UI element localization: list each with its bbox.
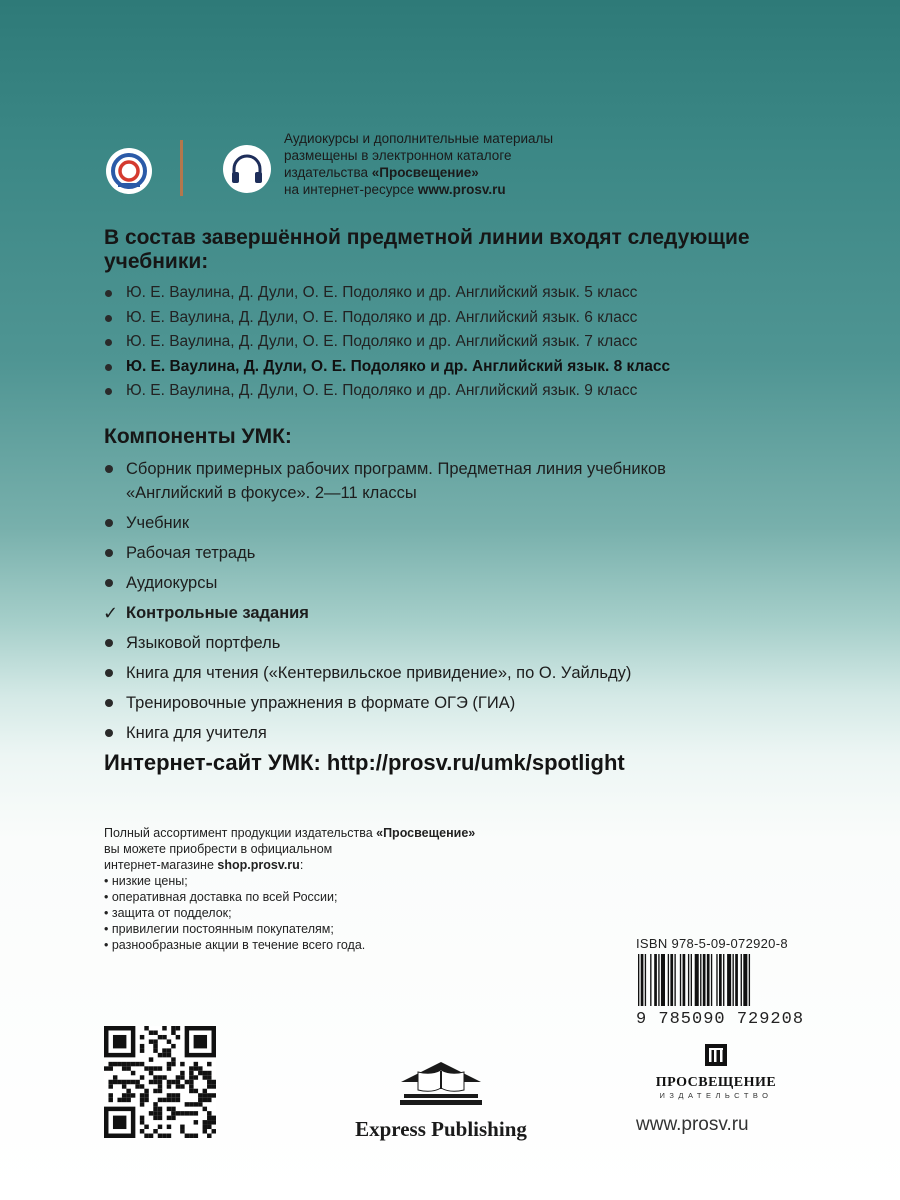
qr-module bbox=[212, 1129, 216, 1133]
qr-module bbox=[189, 1075, 193, 1079]
qr-module bbox=[171, 1080, 175, 1084]
qr-module bbox=[203, 1098, 207, 1102]
qr-module bbox=[153, 1089, 157, 1093]
qr-module bbox=[189, 1080, 193, 1084]
umk-list-item: Тренировочные упражнения в формате ОГЭ (ГИА) bbox=[104, 691, 804, 715]
qr-module bbox=[117, 1062, 121, 1066]
qr-module bbox=[144, 1066, 148, 1070]
qr-module bbox=[194, 1134, 198, 1138]
shop-benefit-item: • привилегии постоянным покупателям; bbox=[104, 921, 604, 937]
qr-module bbox=[140, 1044, 144, 1048]
qr-module bbox=[212, 1084, 216, 1088]
umk-heading: Компоненты УМК: bbox=[104, 425, 292, 448]
qr-module bbox=[171, 1044, 175, 1048]
qr-module bbox=[212, 1120, 216, 1124]
e-catalog-logo-icon bbox=[104, 146, 154, 196]
qr-module bbox=[189, 1066, 193, 1070]
qr-module bbox=[176, 1098, 180, 1102]
qr-module bbox=[185, 1134, 189, 1138]
qr-module bbox=[207, 1134, 211, 1138]
text-fragment: : bbox=[299, 858, 304, 872]
qr-module bbox=[212, 1080, 216, 1084]
book-list bbox=[104, 281, 804, 404]
barcode-bar bbox=[727, 954, 731, 1006]
qr-module bbox=[158, 1107, 162, 1111]
umk-list-item: Учебник bbox=[104, 511, 804, 535]
qr-module bbox=[185, 1080, 189, 1084]
barcode-bar bbox=[683, 954, 686, 1006]
item-line: «Английский в фокусе». 2—11 классы bbox=[126, 484, 417, 502]
qr-module bbox=[140, 1102, 144, 1106]
umk-list bbox=[104, 457, 804, 745]
shop-text-line bbox=[104, 857, 604, 873]
qr-module bbox=[207, 1098, 211, 1102]
qr-module bbox=[167, 1039, 171, 1043]
umk-list-item: Рабочая тетрадь bbox=[104, 541, 804, 565]
qr-module bbox=[140, 1075, 144, 1079]
isbn-block bbox=[636, 936, 812, 1029]
qr-module bbox=[153, 1044, 157, 1048]
qr-module bbox=[149, 1111, 153, 1115]
qr-module bbox=[149, 1039, 153, 1043]
heading-line: учебники: bbox=[104, 250, 209, 273]
qr-module bbox=[167, 1062, 171, 1066]
qr-code-image[interactable] bbox=[104, 1026, 216, 1138]
qr-finder-pattern bbox=[113, 1035, 126, 1048]
shop-link[interactable]: shop.prosv.ru bbox=[217, 858, 300, 872]
book-building-icon bbox=[396, 1060, 486, 1110]
qr-module bbox=[149, 1030, 153, 1034]
umk-components-section bbox=[104, 425, 804, 751]
barcode-image bbox=[636, 954, 812, 1006]
qr-module bbox=[203, 1093, 207, 1097]
isbn-digits: 9 785090 729208 bbox=[636, 1010, 805, 1029]
qr-module bbox=[158, 1075, 162, 1079]
barcode-bar bbox=[733, 954, 734, 1006]
qr-module bbox=[176, 1075, 180, 1079]
qr-module bbox=[149, 1057, 153, 1061]
qr-module bbox=[153, 1030, 157, 1034]
umk-list-item: Книга для учителя bbox=[104, 721, 804, 745]
qr-module bbox=[113, 1075, 117, 1079]
qr-module bbox=[108, 1098, 112, 1102]
qr-module bbox=[135, 1062, 139, 1066]
book-list-item: Ю. Е. Ваулина, Д. Дули, О. Е. Подоляко и др. Английский язык. 5 класс bbox=[104, 281, 804, 306]
qr-module bbox=[203, 1120, 207, 1124]
qr-module bbox=[176, 1035, 180, 1039]
qr-module bbox=[171, 1057, 175, 1061]
shop-benefit-item: • оперативная доставка по всей России; bbox=[104, 889, 604, 905]
qr-module bbox=[158, 1035, 162, 1039]
qr-module bbox=[180, 1071, 184, 1075]
qr-module bbox=[126, 1093, 130, 1097]
site-link[interactable]: www.prosv.ru bbox=[417, 182, 506, 197]
qr-module bbox=[189, 1111, 193, 1115]
qr-module bbox=[171, 1026, 175, 1030]
qr-module bbox=[149, 1080, 153, 1084]
qr-module bbox=[108, 1084, 112, 1088]
qr-module bbox=[203, 1125, 207, 1129]
qr-module bbox=[212, 1093, 216, 1097]
text-fragment: на интернет-ресурсе bbox=[284, 182, 418, 197]
shop-benefits-list bbox=[104, 873, 604, 953]
barcode-bar bbox=[661, 954, 665, 1006]
qr-module bbox=[167, 1084, 171, 1088]
qr-module bbox=[122, 1062, 126, 1066]
qr-module bbox=[162, 1026, 166, 1030]
qr-module bbox=[176, 1080, 180, 1084]
audio-materials-text bbox=[284, 130, 553, 198]
umk-list-item: Книга для чтения («Кентервильское привидение», по О. Уайльду) bbox=[104, 661, 804, 685]
barcode-bar bbox=[638, 954, 639, 1006]
qr-module bbox=[171, 1062, 175, 1066]
qr-module bbox=[194, 1066, 198, 1070]
qr-module bbox=[180, 1129, 184, 1133]
qr-module bbox=[176, 1026, 180, 1030]
qr-module bbox=[140, 1062, 144, 1066]
qr-module bbox=[158, 1084, 162, 1088]
barcode-bar bbox=[723, 954, 724, 1006]
book-list-item-current: Ю. Е. Ваулина, Д. Дули, О. Е. Подоляко и др. Английский язык. 8 класс bbox=[104, 355, 804, 380]
qr-module bbox=[162, 1048, 166, 1052]
qr-module bbox=[189, 1134, 193, 1138]
audio-text-line: размещены в электронном каталоге bbox=[284, 148, 512, 163]
qr-module bbox=[207, 1071, 211, 1075]
heading-line: В состав завершённой предметной линии входят следующие bbox=[104, 226, 750, 249]
qr-module bbox=[194, 1075, 198, 1079]
qr-module bbox=[180, 1084, 184, 1088]
qr-module bbox=[194, 1102, 198, 1106]
shop-benefit-item: • разнообразные акции в течение всего года. bbox=[104, 937, 604, 953]
qr-module bbox=[198, 1093, 202, 1097]
qr-module bbox=[108, 1080, 112, 1084]
prosveshchenie-name: ПРОСВЕЩЕНИЕ bbox=[655, 1075, 777, 1090]
publisher-name: «Просвещение» bbox=[371, 165, 479, 180]
qr-module bbox=[203, 1129, 207, 1133]
audio-text-line: Аудиокурсы и дополнительные материалы bbox=[284, 131, 554, 146]
qr-module bbox=[153, 1129, 157, 1133]
qr-module bbox=[131, 1093, 135, 1097]
barcode-bar bbox=[703, 954, 706, 1006]
qr-module bbox=[194, 1089, 198, 1093]
barcode-bar bbox=[654, 954, 657, 1006]
qr-module bbox=[176, 1084, 180, 1088]
barcode-bar bbox=[688, 954, 689, 1006]
qr-module bbox=[180, 1062, 184, 1066]
qr-module bbox=[207, 1062, 211, 1066]
barcode-bar bbox=[719, 954, 722, 1006]
qr-module bbox=[171, 1111, 175, 1115]
qr-module bbox=[144, 1089, 148, 1093]
qr-module bbox=[122, 1080, 126, 1084]
qr-module bbox=[162, 1134, 166, 1138]
qr-module bbox=[104, 1066, 108, 1070]
barcode-bar bbox=[700, 954, 701, 1006]
qr-module bbox=[140, 1035, 144, 1039]
publisher-name: «Просвещение» bbox=[376, 826, 476, 840]
barcode-bar bbox=[741, 954, 742, 1006]
qr-module bbox=[180, 1111, 184, 1115]
qr-module bbox=[189, 1084, 193, 1088]
umk-list-item-checked: ✓ Контрольные задания bbox=[104, 601, 804, 625]
qr-module bbox=[158, 1089, 162, 1093]
express-publishing-logo bbox=[346, 1060, 536, 1142]
barcode-bar bbox=[668, 954, 669, 1006]
qr-module bbox=[167, 1080, 171, 1084]
qr-module bbox=[126, 1062, 130, 1066]
shop-benefit-item: • защита от подделок; bbox=[104, 905, 604, 921]
qr-module bbox=[153, 1080, 157, 1084]
qr-module bbox=[144, 1125, 148, 1129]
qr-module bbox=[108, 1093, 112, 1097]
qr-module bbox=[176, 1111, 180, 1115]
qr-module bbox=[167, 1098, 171, 1102]
umk-list-item: Аудиокурсы bbox=[104, 571, 804, 595]
qr-module bbox=[158, 1116, 162, 1120]
qr-module bbox=[167, 1134, 171, 1138]
isbn-label: ISBN 978-5-09-072920-8 bbox=[636, 936, 788, 951]
text-fragment: интернет-магазине bbox=[104, 858, 218, 872]
qr-module bbox=[171, 1030, 175, 1034]
qr-module bbox=[153, 1107, 157, 1111]
qr-module bbox=[171, 1093, 175, 1097]
prosveshchenie-emblem-icon bbox=[705, 1044, 727, 1066]
qr-module bbox=[122, 1084, 126, 1088]
subject-line-section bbox=[104, 226, 804, 404]
barcode-bar bbox=[743, 954, 747, 1006]
qr-module bbox=[126, 1098, 130, 1102]
qr-module bbox=[117, 1098, 121, 1102]
shop-text-line bbox=[104, 825, 604, 841]
barcode-bar bbox=[674, 954, 675, 1006]
qr-module bbox=[180, 1075, 184, 1079]
qr-finder-pattern bbox=[194, 1035, 207, 1048]
qr-module bbox=[117, 1080, 121, 1084]
qr-module bbox=[113, 1080, 117, 1084]
qr-module bbox=[135, 1084, 139, 1088]
qr-module bbox=[207, 1075, 211, 1079]
qr-module bbox=[203, 1075, 207, 1079]
qr-module bbox=[162, 1035, 166, 1039]
book-list-item: Ю. Е. Ваулина, Д. Дули, О. Е. Подоляко и др. Английский язык. 9 класс bbox=[104, 379, 804, 404]
qr-module bbox=[126, 1066, 130, 1070]
qr-module bbox=[198, 1102, 202, 1106]
qr-module bbox=[212, 1116, 216, 1120]
qr-module bbox=[149, 1071, 153, 1075]
barcode-bar bbox=[735, 954, 738, 1006]
qr-finder-pattern bbox=[113, 1116, 126, 1129]
qr-module bbox=[131, 1071, 135, 1075]
qr-module bbox=[194, 1062, 198, 1066]
barcode-bar bbox=[695, 954, 699, 1006]
shop-text-line: вы можете приобрести в официальном bbox=[104, 842, 333, 856]
barcode-bar bbox=[711, 954, 712, 1006]
qr-module bbox=[153, 1039, 157, 1043]
barcode-bar bbox=[691, 954, 692, 1006]
umk-website-line[interactable]: Интернет-сайт УМК: http://prosv.ru/umk/spotlight bbox=[104, 750, 625, 775]
qr-module bbox=[140, 1048, 144, 1052]
qr-module bbox=[194, 1120, 198, 1124]
qr-module bbox=[185, 1102, 189, 1106]
prosveshchenie-subtitle: ИЗДАТЕЛЬСТВО bbox=[659, 1091, 773, 1100]
qr-module bbox=[108, 1062, 112, 1066]
qr-module bbox=[207, 1125, 211, 1129]
qr-module bbox=[167, 1125, 171, 1129]
audio-text-line bbox=[284, 164, 553, 181]
qr-module bbox=[122, 1066, 126, 1070]
qr-module bbox=[153, 1102, 157, 1106]
qr-module bbox=[135, 1080, 139, 1084]
qr-module bbox=[153, 1116, 157, 1120]
qr-module bbox=[167, 1107, 171, 1111]
qr-module bbox=[158, 1098, 162, 1102]
barcode-bar bbox=[670, 954, 673, 1006]
book-list-item: Ю. Е. Ваулина, Д. Дули, О. Е. Подоляко и др. Английский язык. 7 класс bbox=[104, 330, 804, 355]
barcode-bar bbox=[650, 954, 651, 1006]
qr-module bbox=[144, 1026, 148, 1030]
qr-module bbox=[207, 1116, 211, 1120]
audio-info-block bbox=[104, 130, 804, 220]
qr-module bbox=[158, 1125, 162, 1129]
qr-module bbox=[185, 1111, 189, 1115]
qr-module bbox=[203, 1071, 207, 1075]
qr-module bbox=[189, 1089, 193, 1093]
qr-module bbox=[189, 1102, 193, 1106]
divider-line bbox=[180, 140, 183, 196]
qr-module bbox=[162, 1075, 166, 1079]
qr-module bbox=[194, 1111, 198, 1115]
qr-module bbox=[140, 1084, 144, 1088]
qr-module bbox=[144, 1093, 148, 1097]
qr-module bbox=[126, 1089, 130, 1093]
qr-module bbox=[158, 1080, 162, 1084]
qr-module bbox=[167, 1053, 171, 1057]
qr-module bbox=[153, 1111, 157, 1115]
qr-module bbox=[158, 1134, 162, 1138]
qr-module bbox=[140, 1093, 144, 1097]
qr-module bbox=[207, 1084, 211, 1088]
umk-list-item: Языковой портфель bbox=[104, 631, 804, 655]
headphones-icon bbox=[222, 144, 272, 194]
barcode-bar bbox=[707, 954, 710, 1006]
prosveshchenie-logo bbox=[636, 1044, 796, 1136]
umk-list-item bbox=[104, 457, 804, 505]
qr-module bbox=[140, 1120, 144, 1124]
text-fragment: издательства bbox=[284, 165, 372, 180]
qr-module bbox=[171, 1116, 175, 1120]
qr-module bbox=[158, 1053, 162, 1057]
qr-module bbox=[131, 1062, 135, 1066]
barcode-bar bbox=[658, 954, 659, 1006]
shop-info-block bbox=[104, 825, 604, 953]
qr-module bbox=[162, 1098, 166, 1102]
prosveshchenie-url[interactable]: www.prosv.ru bbox=[636, 1114, 749, 1135]
qr-module bbox=[167, 1116, 171, 1120]
qr-module bbox=[180, 1125, 184, 1129]
qr-module bbox=[171, 1098, 175, 1102]
qr-module bbox=[158, 1066, 162, 1070]
barcode-bar bbox=[645, 954, 646, 1006]
text-fragment: Полный ассортимент продукции издательства bbox=[104, 826, 377, 840]
qr-module bbox=[176, 1093, 180, 1097]
qr-module bbox=[198, 1098, 202, 1102]
qr-module bbox=[140, 1098, 144, 1102]
qr-module bbox=[203, 1107, 207, 1111]
barcode-bar bbox=[716, 954, 717, 1006]
qr-module bbox=[167, 1066, 171, 1070]
item-line: Сборник примерных рабочих программ. Предметная линия учебников bbox=[126, 460, 666, 478]
qr-module bbox=[144, 1134, 148, 1138]
qr-module bbox=[158, 1111, 162, 1115]
qr-module bbox=[189, 1071, 193, 1075]
qr-module bbox=[122, 1093, 126, 1097]
qr-module bbox=[167, 1048, 171, 1052]
qr-module bbox=[144, 1098, 148, 1102]
qr-module bbox=[140, 1129, 144, 1133]
qr-module bbox=[198, 1066, 202, 1070]
qr-module bbox=[113, 1062, 117, 1066]
qr-module bbox=[153, 1075, 157, 1079]
qr-module bbox=[207, 1120, 211, 1124]
qr-module bbox=[203, 1089, 207, 1093]
audio-text-line bbox=[284, 181, 553, 198]
qr-module bbox=[140, 1116, 144, 1120]
barcode-bar bbox=[749, 954, 750, 1006]
qr-module bbox=[122, 1098, 126, 1102]
qr-module bbox=[149, 1134, 153, 1138]
lineup-heading bbox=[104, 226, 804, 274]
qr-module bbox=[153, 1048, 157, 1052]
qr-module bbox=[207, 1093, 211, 1097]
shop-benefit-item: • низкие цены; bbox=[104, 873, 604, 889]
qr-module bbox=[198, 1071, 202, 1075]
barcode-bar bbox=[680, 954, 681, 1006]
qr-module bbox=[108, 1066, 112, 1070]
qr-module bbox=[153, 1066, 157, 1070]
qr-module bbox=[167, 1093, 171, 1097]
qr-module bbox=[149, 1066, 153, 1070]
express-publishing-name: Express Publishing bbox=[355, 1117, 527, 1141]
qr-module bbox=[162, 1053, 166, 1057]
qr-module bbox=[207, 1080, 211, 1084]
qr-module bbox=[131, 1080, 135, 1084]
book-list-item: Ю. Е. Ваулина, Д. Дули, О. Е. Подоляко и др. Английский язык. 6 класс bbox=[104, 306, 804, 331]
qr-module bbox=[126, 1080, 130, 1084]
qr-module bbox=[171, 1107, 175, 1111]
barcode-bar bbox=[641, 954, 644, 1006]
qr-module bbox=[207, 1111, 211, 1115]
